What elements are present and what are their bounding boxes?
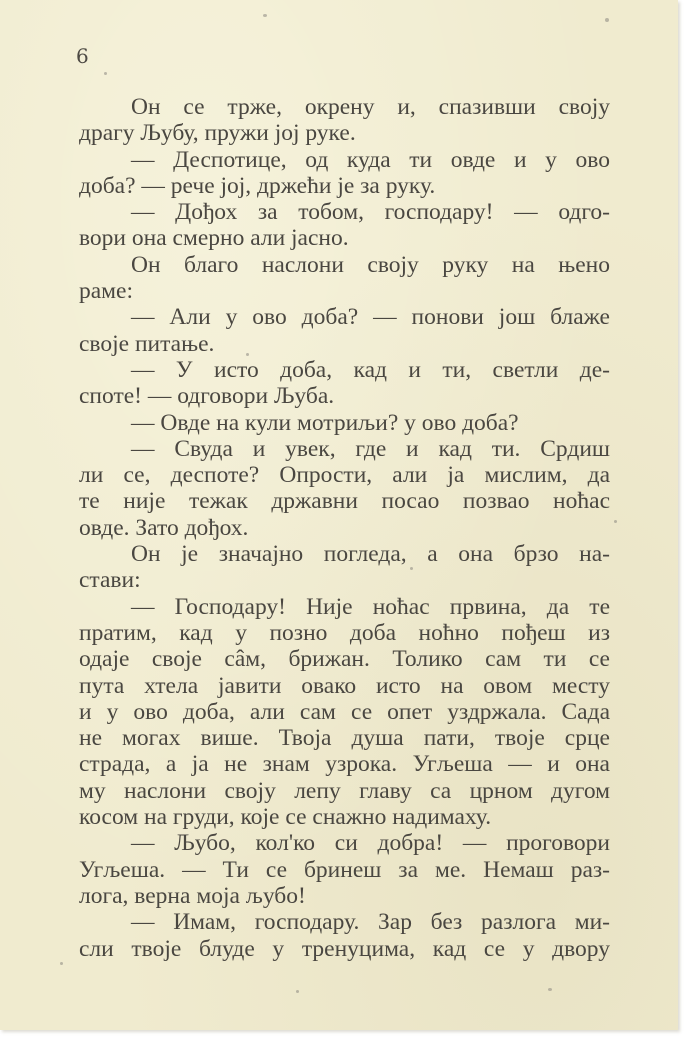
text-line: не могах више. Твоја душа пати, твоје срце: [79, 725, 610, 752]
text-line: сли твоје блуде у тренуцима, кад се у двору: [79, 935, 610, 962]
text-line: — Овде на кули мотриљи? у ово доба?: [131, 409, 519, 436]
text-line: — У исто доба, кад и ти, светли де-: [131, 356, 610, 383]
text-line: Он благо наслони своју руку на њено: [131, 251, 610, 278]
text-line: Угљеша. — Ти се бринеш за ме. Немаш раз-: [79, 856, 610, 883]
text-line: доба? — рече јој, држећи је за руку.: [79, 172, 436, 199]
text-line: Он је значајно погледа, а она брзо на-: [131, 541, 610, 568]
paper-speck: [410, 567, 413, 570]
text-line: ли се, деспоте? Опрости, али ја мислим, да: [79, 462, 610, 489]
text-line: пратим, кад у позно доба ноћно пођеш из: [79, 619, 610, 646]
text-line: раме:: [79, 278, 134, 305]
paper-speck: [263, 14, 267, 17]
text-line: — Љубо, кол'ко си добра! — проговори: [131, 830, 610, 857]
text-line: своје питање.: [79, 330, 215, 357]
text-line: одаје своје сâм, брижан. Толико сам ти се: [79, 646, 610, 673]
text-line: — Господару! Није ноћас првина, да те: [131, 593, 610, 620]
text-line: драгу Љубу, пружи јој руке.: [79, 120, 356, 147]
paper-speck: [246, 353, 249, 356]
text-line: овде. Зато дођох.: [79, 514, 249, 541]
text-line: — Деспотице, од куда ти овде и у ово: [131, 146, 610, 173]
text-line: пута хтела јавити овако исто на овом месту: [79, 672, 610, 699]
paper-speck: [104, 72, 107, 75]
text-line: и у ово доба, али сам се опет уздржала. Сада: [79, 698, 610, 725]
text-line: страда, а ја не знам узрока. Угљеша — и она: [79, 751, 610, 778]
page-number: 6: [76, 44, 89, 68]
body-text: [79, 94, 610, 962]
text-line: лога, верна моја љубо!: [79, 882, 306, 909]
text-line: — Свуда и увек, где и кад ти. Срдиш: [131, 435, 610, 462]
paper-speck: [605, 18, 609, 22]
text-line: му наслони своју лепу главу са црном дугом: [79, 777, 610, 804]
text-line: стави:: [79, 567, 141, 594]
text-line: вори она смерно али јасно.: [79, 225, 349, 252]
text-line: — Имам, господару. Зар без разлога ми-: [131, 909, 610, 936]
text-line: — Али у ово доба? — понови још блаже: [131, 304, 610, 331]
text-line: — Дођох за тобом, господару! — одго-: [131, 199, 610, 226]
text-line: Он се трже, окрену и, спазивши своју: [131, 94, 610, 120]
text-line: споте! — одговори Љуба.: [79, 383, 335, 410]
text-line: те није тежак државни посао позвао ноћас: [79, 488, 610, 515]
paper-speck: [60, 962, 63, 965]
paper-speck: [614, 520, 617, 523]
paper-speck: [548, 988, 552, 991]
paper-speck: [296, 990, 299, 993]
text-line: косом на груди, које се снажно надимаху.: [79, 804, 492, 831]
